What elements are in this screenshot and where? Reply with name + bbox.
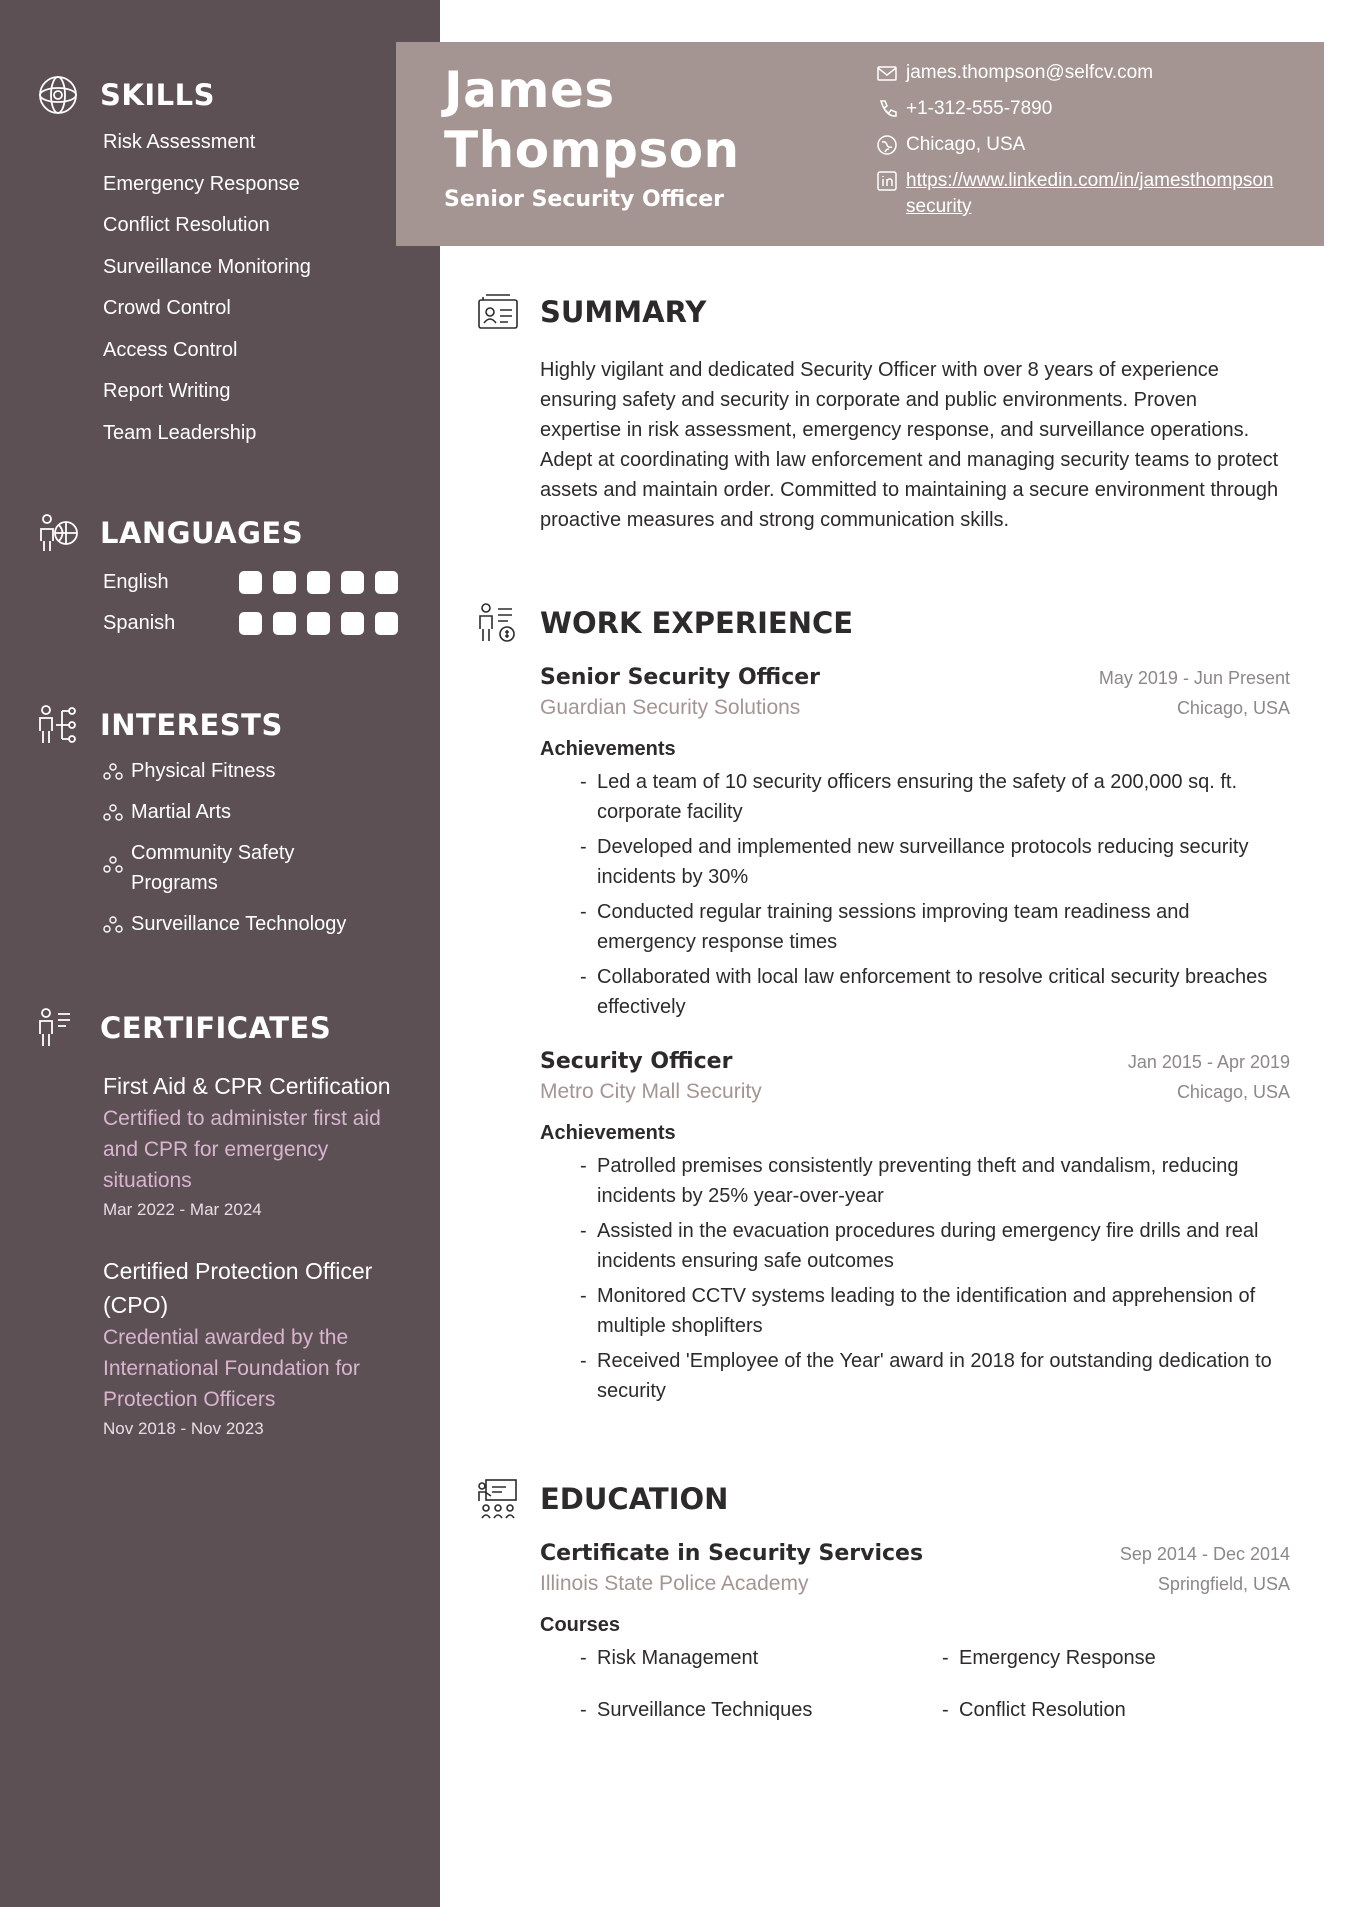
education-heading: EDUCATION (540, 1482, 729, 1516)
courses-label: Courses (540, 1614, 621, 1636)
level-dot (239, 612, 262, 635)
education-date: Sep 2014 - Dec 2014 (1119, 1544, 1290, 1564)
skills-heading: SKILLS (100, 78, 215, 112)
skills-icon (36, 73, 80, 117)
achievements-list (580, 767, 1290, 1022)
school-location: Springfield, USA (1157, 1574, 1290, 1594)
interests-section (36, 700, 426, 950)
degree-name: Certificate in Security Services (540, 1541, 924, 1566)
email-text[interactable]: james.thompson@selfcv.com (906, 62, 1154, 83)
level-dot (273, 571, 296, 594)
course-item: - Surveillance Techniques (580, 1695, 942, 1725)
achievement-item: - Conducted regular training sessions improving team readiness and emergency response times (580, 897, 1290, 957)
achievement-item: - Assisted in the evacuation procedures during emergency fire drills and real incidents ensuring safe outcomes (580, 1216, 1290, 1276)
level-dot (239, 571, 262, 594)
id-card-icon (476, 290, 520, 334)
achievement-item: - Developed and implemented new surveillance protocols reducing security incidents by 30% (580, 832, 1290, 892)
experience-section (476, 598, 1336, 1411)
location-text: Chicago, USA (906, 134, 1026, 155)
last-name: Thompson (444, 121, 740, 179)
interest-label: Surveillance Technology (131, 913, 347, 935)
education-section (476, 1474, 1336, 1725)
summary-text: Highly vigilant and dedicated Security Officer with over 8 years of experience ensuring safety and security in corporate and public environments. Proven expertise in risk assessment, emergency response, and surveillance operations. Adept at coordinating with law enforcement and managing security teams to protect assets and maintain order. Committed to maintaining a secure environment through proactive measures and strong communication skills. (540, 359, 1279, 531)
languages-icon (36, 511, 80, 555)
certificate-name: Certified Protection Officer (CPO) (103, 1258, 373, 1318)
skill-item: Access Control (103, 338, 238, 361)
skill-item: Conflict Resolution (103, 214, 270, 236)
language-level (239, 612, 398, 635)
certificate-item (103, 1254, 413, 1443)
skills-section (36, 70, 426, 454)
job-location: Chicago, USA (1176, 698, 1290, 718)
interest-label: Physical Fitness (131, 760, 276, 782)
linkedin-link[interactable]: https://www.linkedin.com/in/jamesthompsonsecurity (906, 170, 1274, 217)
first-name: James (444, 61, 615, 119)
certificate-date: Nov 2018 - Nov 2023 (103, 1419, 264, 1438)
level-dot (341, 612, 364, 635)
certificates-icon (36, 1006, 80, 1050)
interest-label: Martial Arts (131, 801, 232, 823)
job-entry (540, 1046, 1290, 1406)
achievements-label: Achievements (540, 738, 676, 760)
achievement-item: - Monitored CCTV systems leading to the identification and apprehension of multiple shoplifters (580, 1281, 1290, 1341)
achievement-item: - Led a team of 10 security officers ensuring the safety of a 200,000 sq. ft. corporate facility (580, 767, 1290, 827)
level-dot (375, 612, 398, 635)
language-row (103, 562, 426, 603)
bullet-icon (103, 763, 123, 781)
phone-text[interactable]: +1-312-555-7890 (906, 98, 1053, 119)
summary-heading: SUMMARY (540, 295, 707, 329)
certificate-description: Certified to administer first aid and CPR for emergency situations (103, 1107, 381, 1192)
work-experience-icon (476, 601, 520, 645)
level-dot (307, 612, 330, 635)
interests-icon (36, 703, 80, 747)
certificates-heading: CERTIFICATES (100, 1011, 332, 1045)
achievement-item: - Received 'Employee of the Year' award in 2018 for outstanding dedication to security (580, 1346, 1290, 1406)
company-name: Guardian Security Solutions (540, 696, 801, 719)
achievements-list (580, 1151, 1290, 1406)
summary-section (476, 287, 1336, 535)
skill-item: Surveillance Monitoring (103, 255, 311, 278)
skill-item: Report Writing (103, 380, 231, 402)
main-content (440, 0, 1350, 1907)
language-level (239, 571, 398, 594)
bullet-icon (103, 856, 123, 874)
certificate-date: Mar 2022 - Mar 2024 (103, 1200, 262, 1219)
achievements-label: Achievements (540, 1122, 676, 1144)
job-position: Security Officer (540, 1049, 733, 1074)
level-dot (375, 571, 398, 594)
job-date: Jan 2015 - Apr 2019 (1127, 1052, 1290, 1072)
skill-item: Crowd Control (103, 297, 231, 319)
company-name: Metro City Mall Security (540, 1080, 762, 1103)
course-item: - Risk Management (580, 1643, 942, 1673)
certificate-description: Credential awarded by the International Foundation for Protection Officers (103, 1326, 360, 1411)
job-position: Senior Security Officer (540, 665, 821, 690)
languages-heading: LANGUAGES (100, 516, 304, 550)
level-dot (273, 612, 296, 635)
skill-item: Emergency Response (103, 172, 300, 195)
job-entry (540, 662, 1290, 1022)
skill-item: Team Leadership (103, 421, 257, 444)
languages-section (36, 508, 426, 644)
bullet-icon (103, 916, 123, 934)
certificates-section (36, 1003, 426, 1473)
interest-item (103, 797, 426, 827)
language-row (103, 603, 426, 644)
education-icon (476, 1477, 520, 1521)
education-entry (540, 1538, 1290, 1725)
experience-heading: WORK EXPERIENCE (540, 606, 854, 640)
interest-item (103, 838, 426, 898)
interest-item (103, 909, 426, 939)
sidebar (0, 0, 440, 1907)
achievement-item: - Patrolled premises consistently preventing theft and vandalism, reducing incidents by 25% year-over-year (580, 1151, 1290, 1211)
course-item: - Conflict Resolution (942, 1695, 1242, 1725)
certificate-item (103, 1069, 413, 1224)
interest-label: Community Safety Programs (131, 842, 295, 894)
skill-item: Risk Assessment (103, 131, 256, 153)
job-date: May 2019 - Jun Present (1098, 668, 1290, 688)
courses-list (580, 1643, 1290, 1725)
certificate-name: First Aid & CPR Certification (103, 1073, 391, 1099)
school-name: Illinois State Police Academy (540, 1572, 809, 1595)
course-item: - Emergency Response (942, 1643, 1242, 1673)
interests-heading: INTERESTS (100, 708, 283, 742)
bullet-icon (103, 804, 123, 822)
job-location: Chicago, USA (1176, 1082, 1290, 1102)
interest-item (103, 756, 426, 786)
achievement-item: - Collaborated with local law enforcement to resolve critical security breaches effectively (580, 962, 1290, 1022)
level-dot (307, 571, 330, 594)
language-name: English (103, 571, 169, 593)
level-dot (341, 571, 364, 594)
language-name: Spanish (103, 612, 176, 634)
job-title: Senior Security Officer (444, 187, 725, 212)
